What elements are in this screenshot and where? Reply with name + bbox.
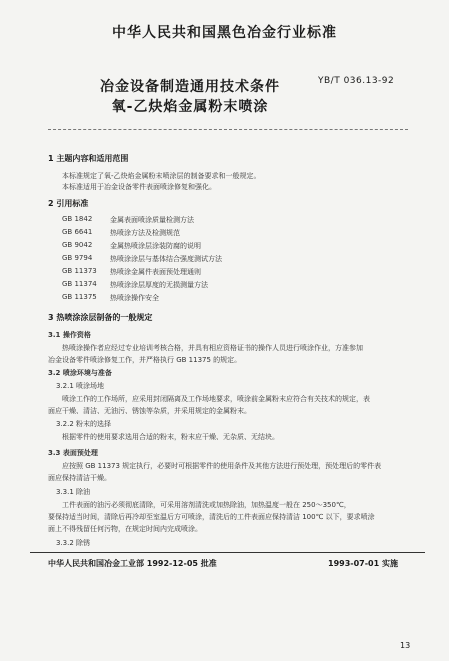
document-title-line1: 冶金设备制造通用技术条件 (100, 79, 280, 95)
ref-title: 金属表面喷涂质量检测方法 (110, 216, 194, 224)
ref-code: GB 6641 (62, 228, 93, 236)
document-title-line2: 氧-乙炔焰金属粉末喷涂 (111, 99, 269, 115)
ref-title: 金属热喷涂层涂装防腐的说明 (110, 242, 201, 250)
section-1-line: 本标准适用于冶金设备零件表面喷涂修复和强化。 (62, 183, 216, 191)
issued-by: 中华人民共和国冶金工业部 1992-12-05 批准 (48, 559, 217, 568)
ref-code: GB 11374 (62, 280, 97, 288)
standard-number: YB/T 036.13-92 (318, 76, 395, 86)
subsection-3-3-heading: 3.3 表面预处理 (48, 449, 98, 457)
section-2-heading: 2 引用标准 (48, 199, 89, 208)
ref-title: 热喷涂方法及检测规范 (110, 229, 180, 237)
ref-code: GB 1842 (62, 215, 93, 223)
ref-title: 热喷涂涂层与基体结合强度测试方法 (110, 255, 222, 263)
subsection-3-2-heading: 3.2 喷涂环境与准备 (48, 369, 112, 377)
ref-code: GB 9794 (62, 254, 93, 262)
section-1-heading: 1 主题内容和适用范围 (48, 154, 129, 163)
page-number: 13 (400, 641, 411, 650)
section-3-heading: 3 热喷涂涂层制备的一般规定 (48, 313, 153, 322)
subsection-line: 面应保持清洁干燥。 (48, 474, 111, 482)
industry-standard-header: 中华人民共和国黑色冶金行业标准 (112, 25, 337, 41)
subsection-line: 应按照 GB 11373 规定执行，必要时可根据零件的使用条件及其他方法进行预处理，预处理后的零件表 (62, 462, 382, 470)
subsection-line: 面应干燥、清洁、无油污、锈蚀等杂质，并采用规定的金属粉末。 (48, 407, 251, 415)
ref-title: 热喷涂涂层厚度的无损测量方法 (110, 281, 208, 289)
title-divider (48, 129, 408, 130)
subsection-line: 面上不得残留任何污物，在规定时间内完成喷涂。 (48, 525, 202, 533)
subsection-line: 根据零件的使用要求选用合适的粉末，粉末应干燥、无杂质、无结块。 (62, 433, 279, 441)
ref-code: GB 11373 (62, 267, 97, 275)
subsection-line: 工件表面的油污必须彻底清除，可采用溶剂清洗或加热除油，加热温度一般在 250～350℃， (62, 501, 351, 509)
section-1-line: 本标准规定了氧-乙炔焰金属粉末喷涂层的制备要求和一般规定。 (62, 172, 261, 180)
subsection-line: 喷涂工作的工作场所，应采用封闭隔离及工作场地要求，喷涂前金属粉末应符合有关技术的规定，表 (62, 395, 370, 403)
subsection-3-2-2-heading: 3.2.2 粉末的选择 (56, 420, 112, 428)
implementation-date: 1993-07-01 实施 (328, 559, 398, 568)
subsection-line: 热喷涂操作者应经过专业培训考核合格，并具有相应资格证书的操作人员进行喷涂作业，方准参加 (62, 344, 363, 352)
ref-code: GB 11375 (62, 293, 97, 301)
subsection-line: 冶金设备零件喷涂修复工作，并严格执行 GB 11375 的规定。 (48, 356, 242, 364)
subsection-3-3-1-heading: 3.3.1 除油 (56, 488, 91, 496)
subsection-3-1-heading: 3.1 操作资格 (48, 331, 91, 339)
ref-title: 热喷涂操作安全 (110, 294, 159, 302)
subsection-line: 要保持适当时间，清除后再冷却至室温后方可喷涂，清洗后的工件表面应保持清洁 100℃ 以下，要求喷涂 (48, 513, 375, 521)
ref-title: 热喷涂金属件表面预处理通则 (110, 268, 201, 276)
subsection-3-3-2-heading: 3.3.2 除锈 (56, 539, 91, 547)
subsection-3-2-1-heading: 3.2.1 喷涂场地 (56, 382, 105, 390)
footer-divider (30, 552, 425, 553)
ref-code: GB 9042 (62, 241, 93, 249)
